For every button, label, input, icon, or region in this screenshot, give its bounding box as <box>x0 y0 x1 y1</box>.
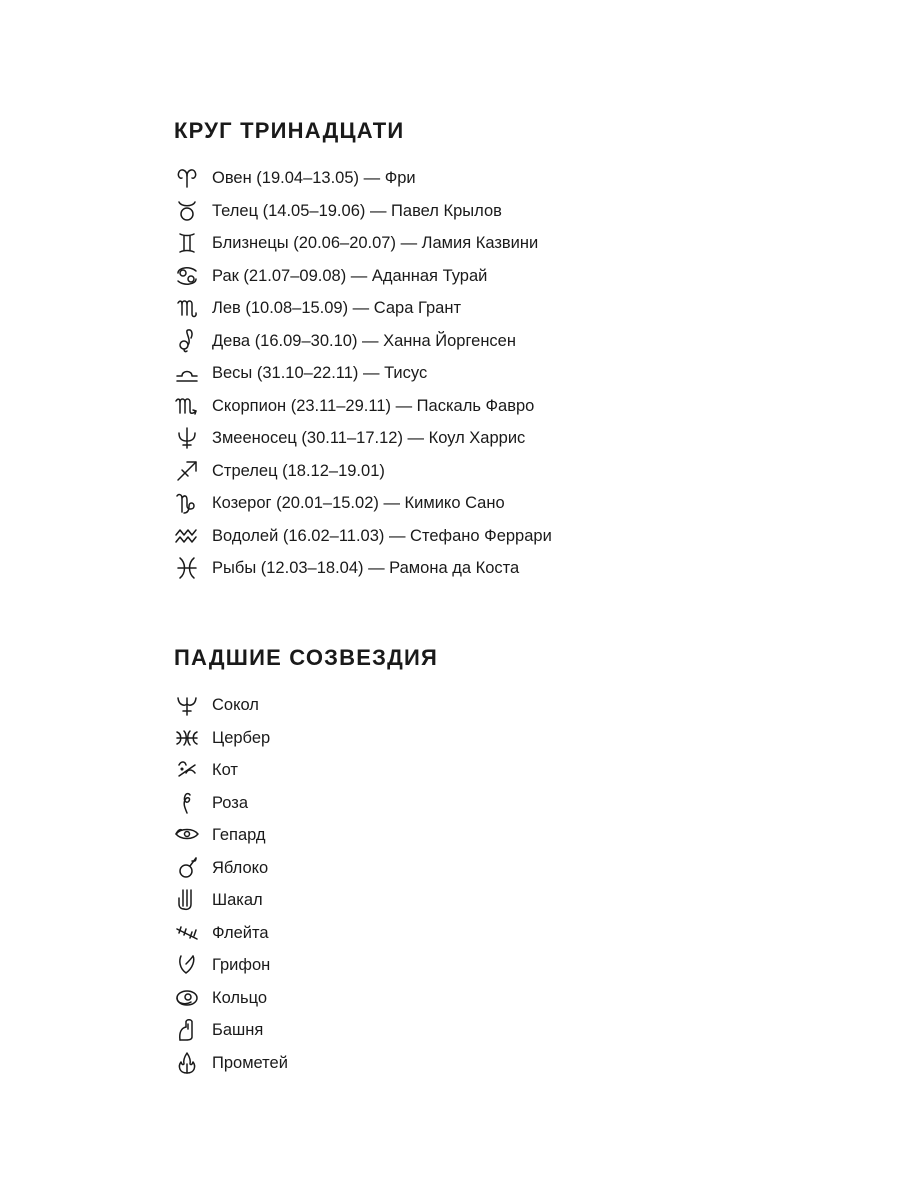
cerberus-icon <box>174 725 200 751</box>
fallen-section <box>174 643 794 1079</box>
list-item-label: Башня <box>212 1021 264 1040</box>
flute-icon <box>174 920 200 946</box>
list-item <box>174 754 794 787</box>
sagittarius-icon <box>174 458 200 484</box>
list-item-label: Прометей <box>212 1053 288 1072</box>
cheetah-icon <box>174 822 200 848</box>
zodiac-list <box>174 162 794 585</box>
list-item-label: Шакал <box>212 891 263 910</box>
list-item <box>174 520 794 553</box>
list-item <box>174 1047 794 1080</box>
list-item-label: Стрелец (18.12–19.01) <box>212 461 385 480</box>
list-item-label: Козерог (20.01–15.02) — Кимико Сано <box>212 494 505 513</box>
zodiac-heading: КРУГ ТРИНАДЦАТИ <box>174 118 405 143</box>
fallen-heading: ПАДШИЕ СОЗВЕЗДИЯ <box>174 645 438 670</box>
falcon-icon <box>174 692 200 718</box>
pisces-icon <box>174 555 200 581</box>
prometheus-icon <box>174 1050 200 1076</box>
griffin-icon <box>174 952 200 978</box>
list-item-label: Рак (21.07–09.08) — Аданная Турай <box>212 266 488 285</box>
ophiuchus-icon <box>174 425 200 451</box>
list-item <box>174 552 794 585</box>
cancer-icon <box>174 263 200 289</box>
taurus-icon <box>174 198 200 224</box>
list-item <box>174 689 794 722</box>
aries-icon <box>174 165 200 191</box>
list-item-label: Кольцо <box>212 988 268 1007</box>
list-item-label: Цербер <box>212 728 271 747</box>
apple-icon <box>174 855 200 881</box>
list-item <box>174 787 794 820</box>
list-item <box>174 982 794 1015</box>
libra-icon <box>174 360 200 386</box>
list-item <box>174 949 794 982</box>
list-item-label: Сокол <box>212 696 259 715</box>
list-item <box>174 455 794 488</box>
list-item-label: Кот <box>212 761 238 780</box>
jackal-icon <box>174 887 200 913</box>
list-item-label: Близнецы (20.06–20.07) — Ламия Казвини <box>212 234 539 253</box>
list-item-label: Грифон <box>212 956 271 975</box>
list-item-label: Рыбы (12.03–18.04) — Рамона да Коста <box>212 559 520 578</box>
list-item-label: Телец (14.05–19.06) — Павел Крылов <box>212 201 502 220</box>
zodiac-section <box>174 116 794 585</box>
cat-icon <box>174 757 200 783</box>
list-item <box>174 260 794 293</box>
ring-icon <box>174 985 200 1011</box>
list-item-label: Флейта <box>212 923 269 942</box>
list-item-label: Скорпион (23.11–29.11) — Паскаль Фавро <box>212 396 535 415</box>
scorpio-icon <box>174 393 200 419</box>
list-item <box>174 162 794 195</box>
capricorn-icon <box>174 490 200 516</box>
fallen-list <box>174 689 794 1079</box>
aquarius-icon <box>174 523 200 549</box>
leo-icon <box>174 295 200 321</box>
list-item <box>174 357 794 390</box>
list-item-label: Яблоко <box>212 858 269 877</box>
list-item <box>174 852 794 885</box>
list-item <box>174 917 794 950</box>
list-item <box>174 227 794 260</box>
list-item-label: Роза <box>212 793 249 812</box>
list-item <box>174 390 794 423</box>
list-item <box>174 487 794 520</box>
list-item-label: Овен (19.04–13.05) — Фри <box>212 169 416 188</box>
list-item-label: Дева (16.09–30.10) — Ханна Йоргенсен <box>212 331 516 350</box>
list-item-label: Змееносец (30.11–17.12) — Коул Харрис <box>212 429 526 448</box>
list-item <box>174 884 794 917</box>
gemini-icon <box>174 230 200 256</box>
list-item <box>174 422 794 455</box>
list-item <box>174 325 794 358</box>
list-item <box>174 292 794 325</box>
list-item-label: Лев (10.08–15.09) — Сара Грант <box>212 299 462 318</box>
list-item-label: Весы (31.10–22.11) — Тисус <box>212 364 428 383</box>
list-item <box>174 1014 794 1047</box>
tower-icon <box>174 1017 200 1043</box>
virgo-icon <box>174 328 200 354</box>
list-item <box>174 722 794 755</box>
rose-icon <box>174 790 200 816</box>
list-item <box>174 195 794 228</box>
list-item-label: Водолей (16.02–11.03) — Стефано Феррари <box>212 526 552 545</box>
list-item <box>174 819 794 852</box>
list-item-label: Гепард <box>212 826 266 845</box>
